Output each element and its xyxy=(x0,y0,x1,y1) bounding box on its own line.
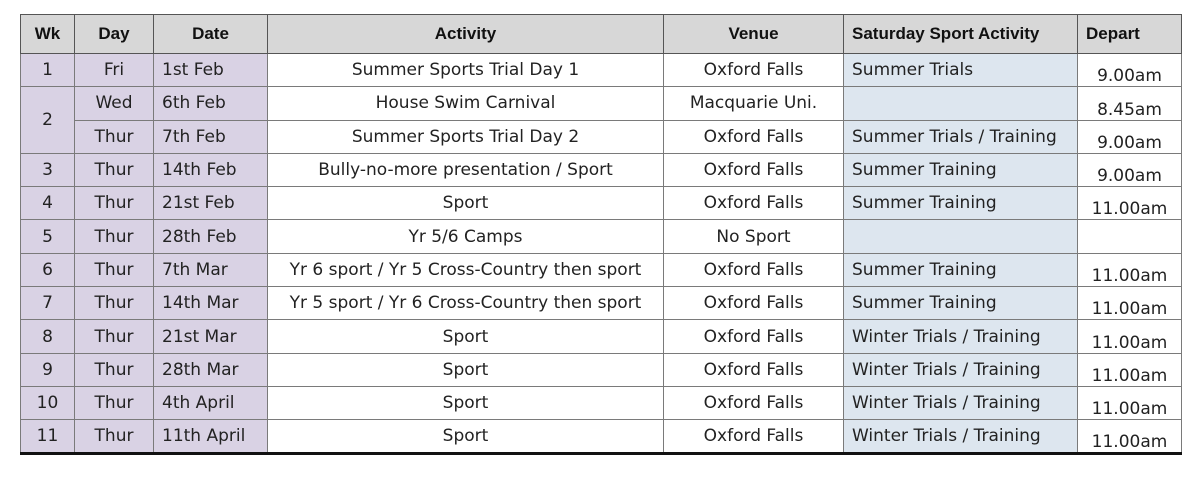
cell-activity: Yr 5/6 Camps xyxy=(268,220,664,253)
cell-saturday: Winter Trials / Training xyxy=(844,386,1078,419)
cell-saturday: Summer Trials / Training xyxy=(844,120,1078,153)
table-row xyxy=(21,120,1182,153)
table-row xyxy=(21,87,1182,120)
cell-activity: House Swim Carnival xyxy=(268,87,664,120)
cell-wk: 10 xyxy=(21,386,75,419)
cell-depart: 8.45am xyxy=(1078,87,1182,120)
cell-date: 11th April xyxy=(154,420,268,453)
table-row xyxy=(21,386,1182,419)
cell-day: Thur xyxy=(75,220,154,253)
cell-depart: 11.00am xyxy=(1078,287,1182,320)
cell-venue: Oxford Falls xyxy=(664,353,844,386)
cell-depart xyxy=(1078,220,1182,253)
cell-saturday: Summer Training xyxy=(844,287,1078,320)
header-venue: Venue xyxy=(664,15,844,54)
cell-day: Thur xyxy=(75,153,154,186)
cell-wk: 2 xyxy=(21,87,75,154)
cell-day: Thur xyxy=(75,120,154,153)
cell-activity: Sport xyxy=(268,386,664,419)
cell-activity: Bully-no-more presentation / Sport xyxy=(268,153,664,186)
header-wk: Wk xyxy=(21,15,75,54)
cell-date: 7th Feb xyxy=(154,120,268,153)
table-row xyxy=(21,153,1182,186)
cell-saturday: Winter Trials / Training xyxy=(844,320,1078,353)
cell-venue: Oxford Falls xyxy=(664,187,844,220)
cell-activity: Sport xyxy=(268,320,664,353)
table-row xyxy=(21,353,1182,386)
cell-date: 7th Mar xyxy=(154,253,268,286)
cell-date: 14th Mar xyxy=(154,287,268,320)
cell-activity: Summer Sports Trial Day 2 xyxy=(268,120,664,153)
cell-venue: Oxford Falls xyxy=(664,320,844,353)
cell-date: 1st Feb xyxy=(154,54,268,87)
cell-venue: Oxford Falls xyxy=(664,386,844,419)
table-row xyxy=(21,54,1182,87)
cell-venue: No Sport xyxy=(664,220,844,253)
cell-venue: Oxford Falls xyxy=(664,420,844,453)
cell-saturday: Winter Trials / Training xyxy=(844,353,1078,386)
cell-day: Thur xyxy=(75,386,154,419)
table-row xyxy=(21,187,1182,220)
cell-date: 14th Feb xyxy=(154,153,268,186)
cell-saturday: Summer Trials xyxy=(844,54,1078,87)
sport-schedule-table xyxy=(20,14,1182,455)
cell-saturday xyxy=(844,87,1078,120)
header-day: Day xyxy=(75,15,154,54)
cell-venue: Oxford Falls xyxy=(664,153,844,186)
cell-activity: Yr 5 sport / Yr 6 Cross-Country then sport xyxy=(268,287,664,320)
cell-wk: 11 xyxy=(21,420,75,453)
cell-depart: 11.00am xyxy=(1078,253,1182,286)
cell-wk: 8 xyxy=(21,320,75,353)
cell-saturday: Summer Training xyxy=(844,187,1078,220)
cell-depart: 9.00am xyxy=(1078,153,1182,186)
table-row xyxy=(21,320,1182,353)
cell-depart: 11.00am xyxy=(1078,320,1182,353)
cell-date: 6th Feb xyxy=(154,87,268,120)
header-date: Date xyxy=(154,15,268,54)
cell-day: Thur xyxy=(75,287,154,320)
cell-activity: Sport xyxy=(268,353,664,386)
cell-day: Wed xyxy=(75,87,154,120)
cell-venue: Oxford Falls xyxy=(664,120,844,153)
cell-wk: 1 xyxy=(21,54,75,87)
table-row xyxy=(21,220,1182,253)
cell-venue: Oxford Falls xyxy=(664,287,844,320)
cell-saturday xyxy=(844,220,1078,253)
cell-saturday: Summer Training xyxy=(844,153,1078,186)
table-row xyxy=(21,253,1182,286)
table-row xyxy=(21,420,1182,453)
cell-date: 21st Feb xyxy=(154,187,268,220)
cell-day: Fri xyxy=(75,54,154,87)
cell-day: Thur xyxy=(75,420,154,453)
cell-depart: 9.00am xyxy=(1078,120,1182,153)
cell-venue: Oxford Falls xyxy=(664,253,844,286)
cell-date: 21st Mar xyxy=(154,320,268,353)
cell-date: 28th Mar xyxy=(154,353,268,386)
cell-wk: 6 xyxy=(21,253,75,286)
cell-activity: Sport xyxy=(268,187,664,220)
cell-wk: 5 xyxy=(21,220,75,253)
cell-activity: Yr 6 sport / Yr 5 Cross-Country then sport xyxy=(268,253,664,286)
cell-wk: 9 xyxy=(21,353,75,386)
cell-wk: 3 xyxy=(21,153,75,186)
cell-date: 28th Feb xyxy=(154,220,268,253)
header-saturday-sport: Saturday Sport Activity xyxy=(844,15,1078,54)
cell-depart: 11.00am xyxy=(1078,187,1182,220)
cell-date: 4th April xyxy=(154,386,268,419)
header-row xyxy=(21,15,1182,54)
cell-day: Thur xyxy=(75,187,154,220)
cell-day: Thur xyxy=(75,320,154,353)
cell-day: Thur xyxy=(75,353,154,386)
cell-depart: 11.00am xyxy=(1078,353,1182,386)
cell-activity: Sport xyxy=(268,420,664,453)
cell-wk: 4 xyxy=(21,187,75,220)
header-activity: Activity xyxy=(268,15,664,54)
cell-venue: Macquarie Uni. xyxy=(664,87,844,120)
cell-saturday: Summer Training xyxy=(844,253,1078,286)
table-row xyxy=(21,287,1182,320)
cell-activity: Summer Sports Trial Day 1 xyxy=(268,54,664,87)
cell-day: Thur xyxy=(75,253,154,286)
cell-depart: 11.00am xyxy=(1078,420,1182,453)
cell-depart: 11.00am xyxy=(1078,386,1182,419)
cell-depart: 9.00am xyxy=(1078,54,1182,87)
header-depart: Depart xyxy=(1078,15,1182,54)
cell-saturday: Winter Trials / Training xyxy=(844,420,1078,453)
cell-wk: 7 xyxy=(21,287,75,320)
cell-venue: Oxford Falls xyxy=(664,54,844,87)
